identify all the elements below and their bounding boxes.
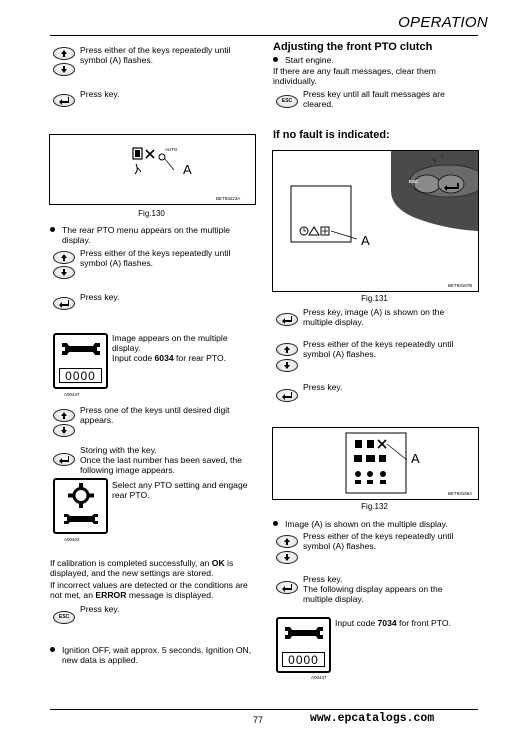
bullet-text: The rear PTO menu appears on the multiple display. [62, 225, 255, 245]
callout-a: A [411, 451, 420, 466]
enter-key-icon [53, 94, 75, 107]
figure-code: BET93156A [448, 491, 473, 496]
image-code: A00447 [311, 675, 327, 680]
gear-icon [64, 483, 98, 508]
paragraph-text: If there are any fault messages, clear them individually. [273, 66, 436, 87]
callout-a: A [361, 233, 370, 248]
callout-a: A [183, 162, 192, 177]
figure-caption: Fig.132 [361, 502, 388, 511]
instruction-text: Press either of the keys repeatedly until symbol (A) flashes. [80, 45, 231, 66]
instruction-text: Press either of the keys repeatedly until symbol (A) flashes. [80, 248, 231, 269]
image-description: Select any PTO setting and engage rear PTO. [112, 480, 248, 501]
control-panel-illustration [273, 151, 478, 291]
esc-label: ESC [409, 179, 419, 184]
code-digits: 0000 [59, 368, 102, 383]
instruction-text: Press key. [80, 292, 120, 302]
code-digits: 0000 [282, 652, 325, 667]
up-key-icon [53, 251, 75, 264]
esc-key-icon: ESC [276, 95, 298, 108]
instruction-text: Press key. [303, 382, 343, 392]
instruction-text: Press one of the keys until desired digit appears. [80, 405, 230, 426]
down-key-icon [53, 424, 75, 437]
enter-key-icon [53, 453, 75, 466]
down-key-icon [53, 266, 75, 279]
enter-key-icon [53, 297, 75, 310]
figure-caption: Fig.131 [361, 294, 388, 303]
calibration-error-text: If incorrect values are detected or the conditions are not met, an ERROR message is displayed. [50, 580, 248, 601]
instruction-text: Press key. [80, 604, 120, 614]
esc-key-icon: ESC [53, 611, 75, 624]
pto-select-display [53, 478, 108, 534]
wrench-icon [60, 340, 103, 358]
watermark-url: www.epcatalogs.com [310, 712, 435, 725]
section-heading: If no fault is indicated: [273, 129, 390, 141]
image-description: Image appears on the multiple display. Input code 6034 for rear PTO. [112, 333, 228, 364]
calibration-ok-text: If calibration is completed successfully, an OK is displayed, and the new settings are stored. [50, 558, 234, 579]
figure-caption: Fig.130 [138, 209, 165, 218]
figure-131 [272, 150, 479, 292]
down-key-icon [276, 551, 298, 564]
up-key-icon [276, 535, 298, 548]
enter-key-icon [276, 313, 298, 326]
section-heading: Adjusting the front PTO clutch [273, 41, 433, 53]
down-key-icon [53, 63, 75, 76]
page-header-title: OPERATION [398, 14, 488, 31]
enter-key-icon [276, 389, 298, 402]
down-key-icon [276, 359, 298, 372]
bullet-text: Ignition OFF, wait approx. 5 seconds. Ignition ON, new data is applied. [62, 645, 255, 665]
instruction-text: Press key. The following display appears on the multiple display. [303, 574, 443, 605]
footer-rule [50, 709, 478, 710]
wrench-icon [283, 624, 326, 642]
image-code: A00402 [64, 537, 80, 542]
page-number: 77 [253, 715, 264, 725]
instruction-text: Press either of the keys repeatedly until symbol (A) flashes. [303, 339, 454, 360]
instruction-text: Press either of the keys repeatedly until symbol (A) flashes. [303, 531, 454, 552]
up-key-icon [53, 47, 75, 60]
image-code: A00447 [64, 392, 80, 397]
instruction-text: Press key, image (A) is shown on the multiple display. [303, 307, 445, 328]
enter-key-icon [276, 581, 298, 594]
pto-menu-display [345, 432, 407, 494]
up-key-icon [53, 409, 75, 422]
figure-130 [49, 134, 256, 205]
wrench-icon [63, 512, 99, 526]
header-rule [50, 35, 478, 36]
code-entry-display [53, 333, 108, 389]
instruction-text: Press key until all fault messages are cleared. [303, 89, 445, 110]
image-description: Input code 7034 for front PTO. [335, 618, 451, 628]
instruction-text: Storing with the key. Once the last number has been saved, the following image appears. [80, 445, 242, 476]
bullet-text: Image (A) is shown on the multiple display. [285, 519, 448, 529]
bullet-text: Start engine. [285, 55, 334, 65]
up-key-icon [276, 343, 298, 356]
auto-label: AUTO [165, 147, 178, 152]
figure-132 [272, 427, 479, 500]
figure-code: BET93223A [216, 196, 241, 201]
code-entry-display [276, 617, 331, 673]
figure-code: BET93167B [448, 283, 473, 288]
instruction-text: Press key. [80, 89, 120, 99]
